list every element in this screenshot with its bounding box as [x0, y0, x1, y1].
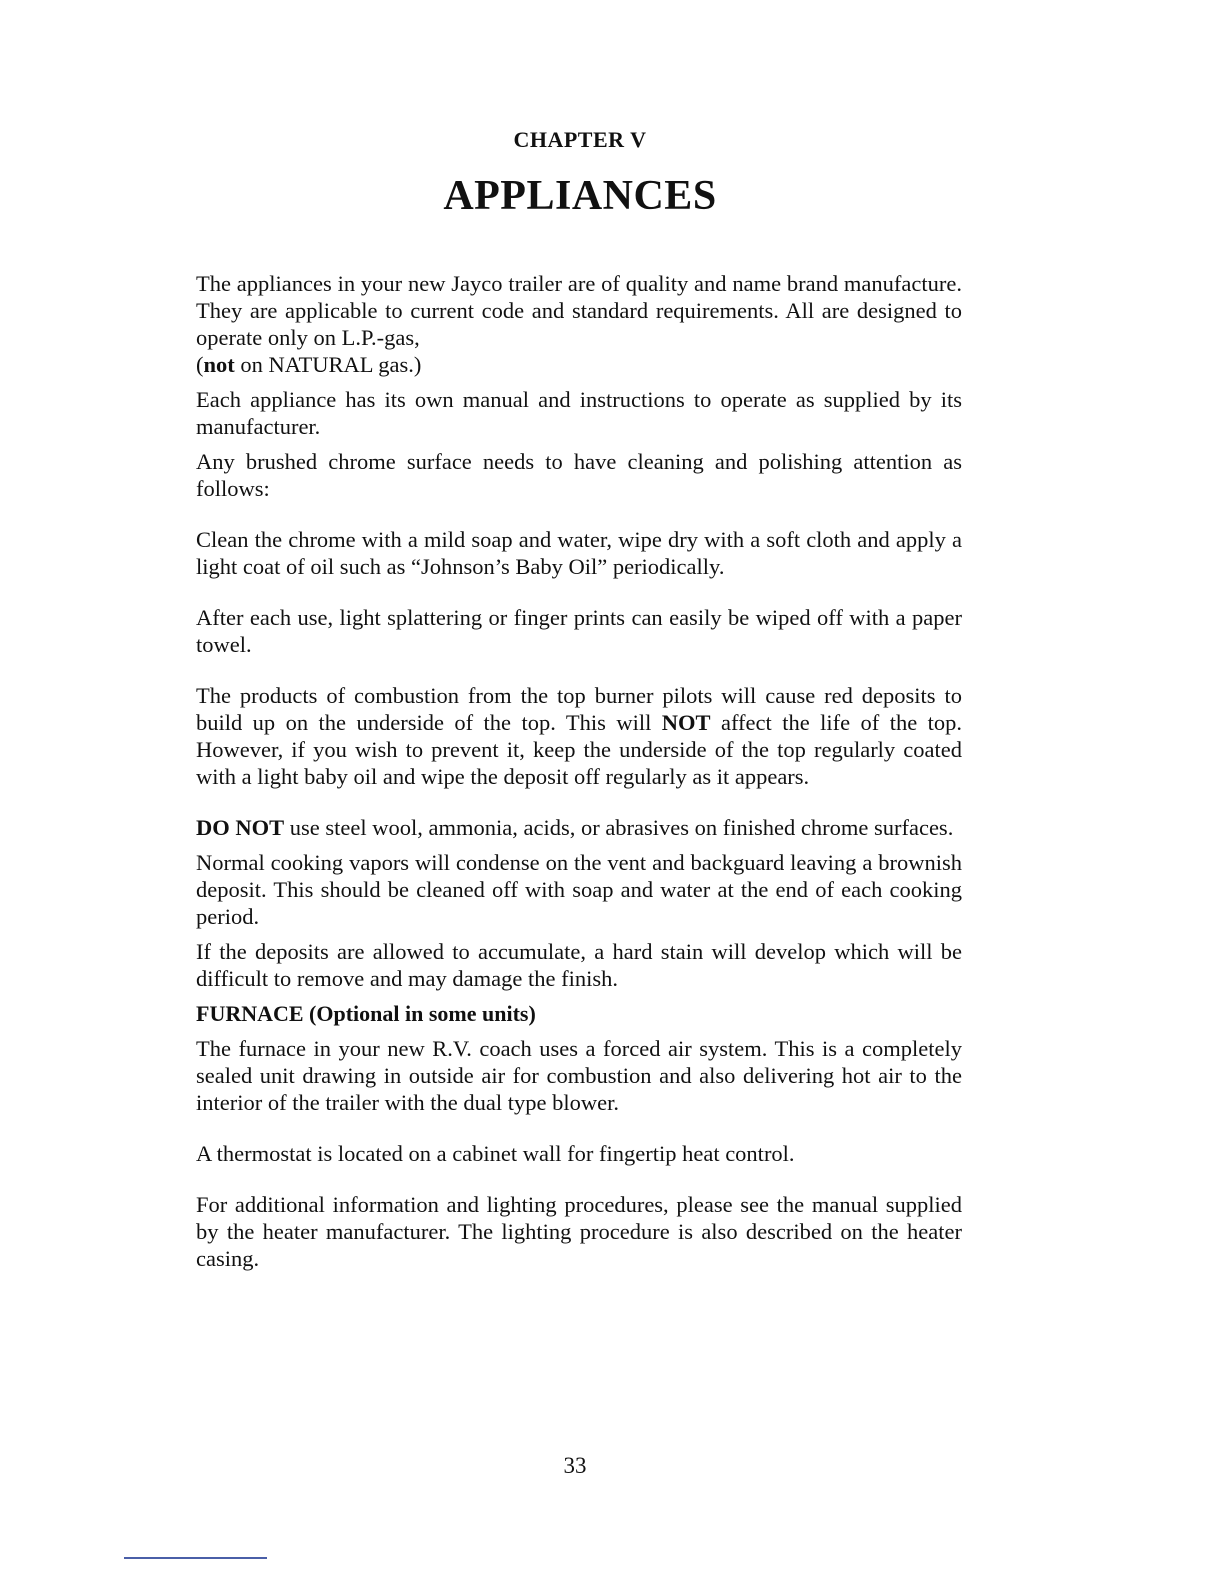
chrome-intro-paragraph: Any brushed chrome surface needs to have cleaning and polishing attention as follows:: [196, 449, 962, 501]
products-text-1: The products of combustion from the top burner pilots will cause red deposits to build up on the underside of the top. This will: [196, 683, 962, 735]
intro-note-open: (: [196, 352, 204, 377]
after-use-paragraph: After each use, light splattering or finger prints can easily be wiped off with a paper towel.: [196, 605, 962, 657]
do-not-text: use steel wool, ammonia, acids, or abrasives on finished chrome surfaces.: [284, 815, 954, 840]
do-not-paragraph: [196, 814, 962, 841]
scan-edge-mark: [124, 1557, 267, 1559]
do-not-emphasis: DO NOT: [196, 815, 285, 840]
page-body: [196, 270, 962, 1272]
intro-text: The appliances in your new Jayco trailer are of quality and name brand manufacture. They are applicable to current code and standard requirements. All are designed to operate only on L.P.-gas,: [196, 271, 962, 350]
intro-paragraph: [196, 270, 962, 378]
intro-note-emphasis: not: [203, 352, 235, 377]
thermostat-paragraph: A thermostat is located on a cabinet wall for fingertip heat control.: [196, 1141, 795, 1166]
clean-paragraph: Clean the chrome with a mild soap and water, wipe dry with a soft cloth and apply a light coat of oil such as “Johnson’s Baby Oil” periodically.: [196, 527, 962, 579]
vapors-paragraph: Normal cooking vapors will condense on the vent and backguard leaving a brownish deposit. This should be cleaned off with soap and water at the end of each cooking period.: [196, 850, 962, 929]
furnace-system-paragraph: The furnace in your new R.V. coach uses a forced air system. This is a completely sealed unit drawing in outside air for combustion and also delivering hot air to the interior of the trailer with the dual type blower.: [196, 1036, 962, 1115]
chapter-label: CHAPTER V: [513, 127, 647, 152]
deposits-paragraph: If the deposits are allowed to accumulate, a hard stain will develop which will be difficult to remove and may damage the finish.: [196, 939, 962, 991]
manuals-paragraph: Each appliance has its own manual and instructions to operate as supplied by its manufacturer.: [196, 387, 962, 439]
furnace-heading: FURNACE (Optional in some units): [196, 1001, 536, 1026]
products-emphasis: NOT: [661, 710, 711, 735]
products-paragraph: [196, 682, 962, 790]
intro-note-text: on NATURAL gas.): [234, 352, 422, 377]
page-title: APPLIANCES: [443, 173, 717, 219]
page-number: 33: [563, 1453, 587, 1478]
products-text-2: affect the life of the top. However, if you wish to prevent it, keep the underside of the top regularly coated with a light baby oil and wipe the deposit off regularly as it appears.: [196, 710, 962, 789]
additional-info-paragraph: For additional information and lighting procedures, please see the manual supplied by the heater manufacturer. The lighting procedure is also described on the heater casing.: [196, 1192, 962, 1271]
